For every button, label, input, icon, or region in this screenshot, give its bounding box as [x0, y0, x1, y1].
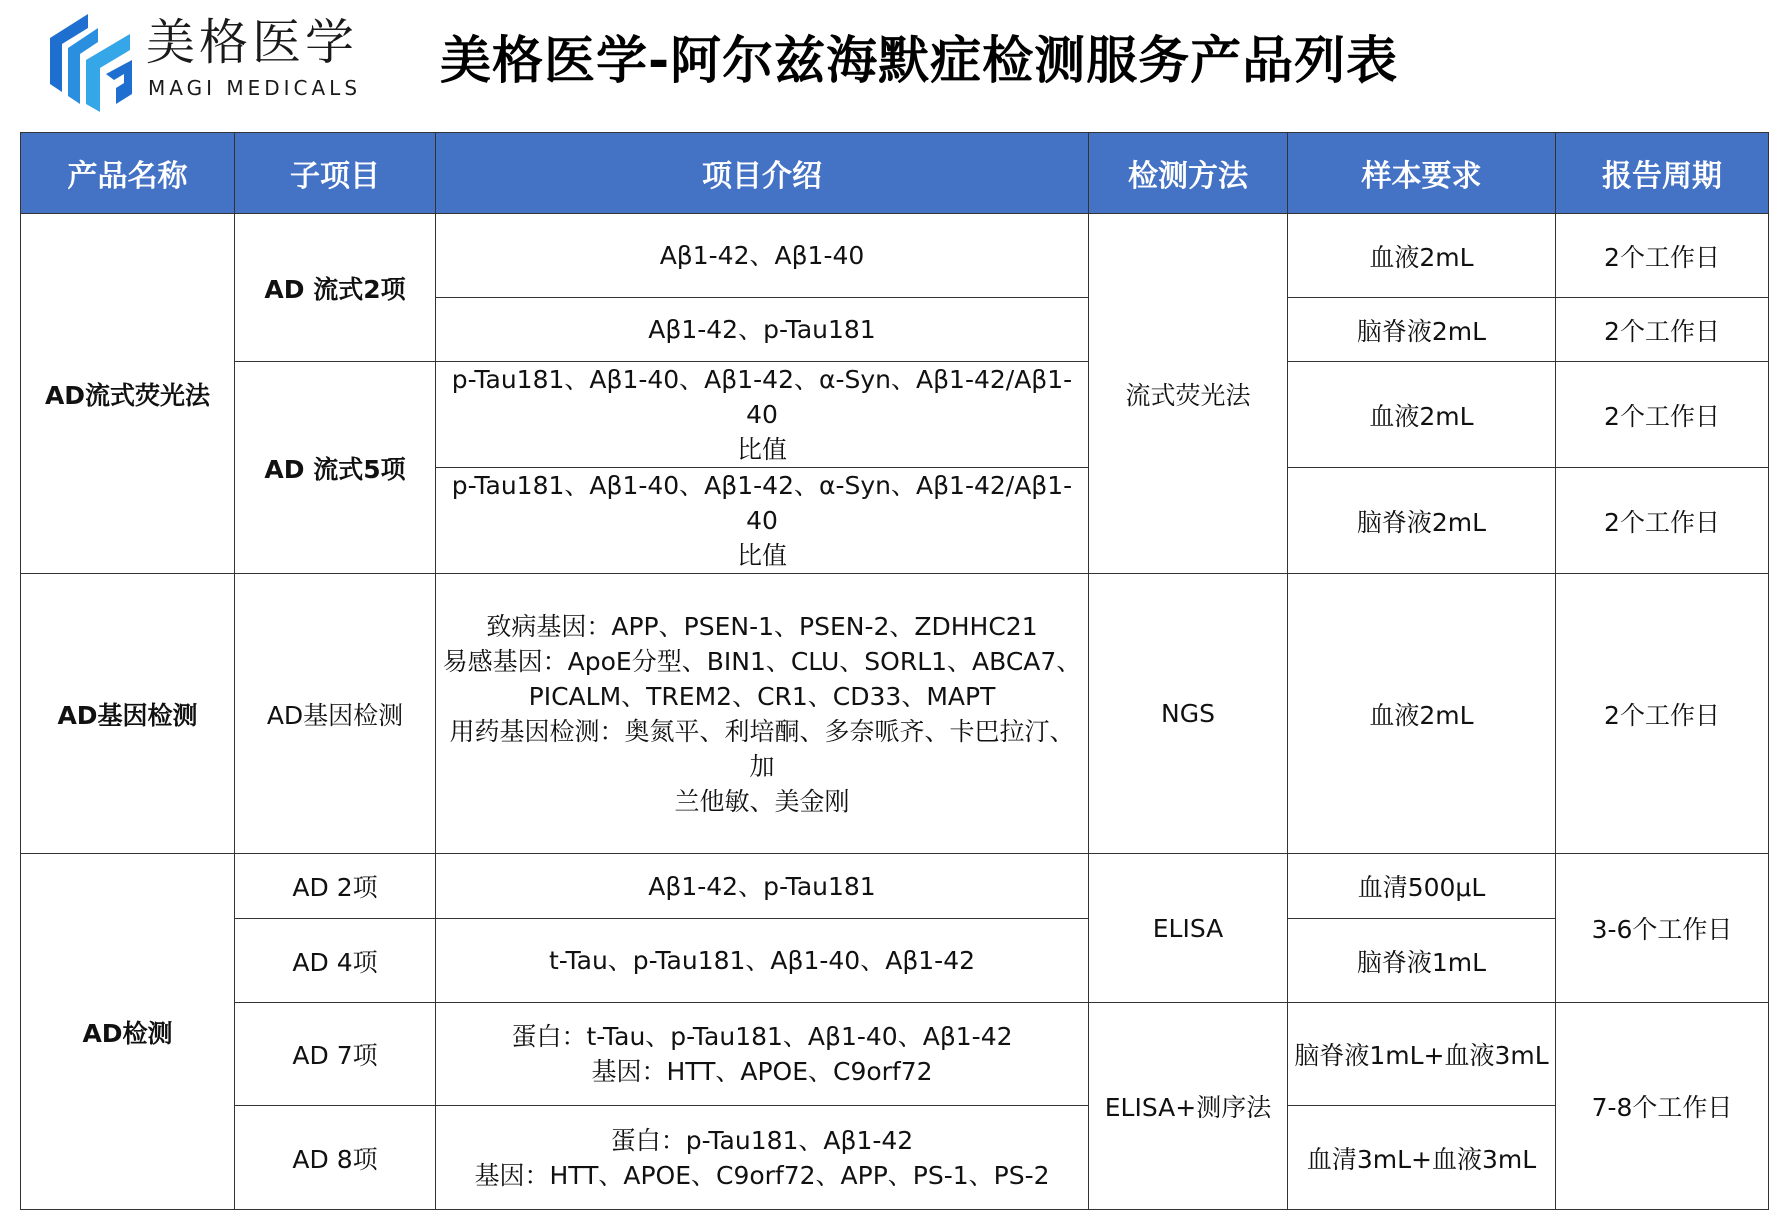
intro-line: 比值	[736, 435, 787, 464]
intro-cell	[436, 1003, 1089, 1106]
sub-item-cell: AD 8项	[235, 1106, 436, 1210]
intro-line: 致病基因：APP、PSEN-1、PSEN-2、ZDHHC21	[486, 611, 1038, 641]
page-title: 美格医学-阿尔兹海默症检测服务产品列表	[440, 32, 1399, 91]
sample-cell: 脑脊液1mL+血液3mL	[1288, 1003, 1556, 1106]
page-header	[0, 0, 1787, 130]
sub-item-cell: AD基因检测	[235, 574, 436, 854]
intro-line: PICALM、TREM2、CR1、CD33、MAPT	[528, 681, 996, 711]
header-period: 报告周期	[1556, 133, 1769, 214]
header-product-name: 产品名称	[21, 133, 235, 214]
period-cell: 3-6个工作日	[1556, 854, 1769, 1003]
sub-item-cell: AD 流式5项	[235, 362, 436, 574]
intro-line: 兰他敏、美金刚	[674, 786, 850, 816]
method-cell: 流式荧光法	[1089, 214, 1288, 574]
intro-line: 蛋白：t-Tau、p-Tau181、Aβ1-40、Aβ1-42	[511, 1022, 1013, 1051]
product-name-cell: AD流式荧光法	[21, 214, 235, 574]
sub-item-cell: AD 2项	[235, 854, 436, 919]
intro-line: Aβ1-42、p-Tau181	[648, 871, 876, 901]
intro-line: p-Tau181、Aβ1-40、Aβ1-42、α-Syn、Aβ1-42/Aβ1-40	[451, 471, 1073, 535]
period-cell: 2个工作日	[1556, 214, 1769, 298]
method-cell: ELISA	[1089, 854, 1288, 1003]
brand-name-en: MAGI MEDICALS	[148, 76, 362, 100]
header-method: 检测方法	[1089, 133, 1288, 214]
intro-cell	[436, 854, 1089, 919]
table-row	[21, 854, 1769, 919]
sample-cell: 血液2mL	[1288, 574, 1556, 854]
table-header-row	[21, 133, 1769, 214]
table-row	[21, 1106, 1769, 1210]
table-row	[21, 1003, 1769, 1106]
intro-line: 基因：HTT、APOE、C9orf72	[591, 1057, 933, 1086]
sample-cell: 脑脊液2mL	[1288, 468, 1556, 574]
sample-cell: 血液2mL	[1288, 214, 1556, 298]
sample-cell: 血清500μL	[1288, 854, 1556, 919]
intro-line: p-Tau181、Aβ1-40、Aβ1-42、α-Syn、Aβ1-42/Aβ1-40	[451, 365, 1073, 429]
method-cell: NGS	[1089, 574, 1288, 854]
intro-cell	[436, 468, 1089, 574]
header-sample: 样本要求	[1288, 133, 1556, 214]
intro-cell	[436, 362, 1089, 468]
intro-line: 蛋白：p-Tau181、Aβ1-42	[610, 1125, 914, 1155]
sub-item-cell: AD 流式2项	[235, 214, 436, 362]
table-row	[21, 919, 1769, 1003]
intro-cell	[436, 298, 1089, 362]
period-cell: 2个工作日	[1556, 574, 1769, 854]
period-cell: 2个工作日	[1556, 298, 1769, 362]
sample-cell: 脑脊液2mL	[1288, 298, 1556, 362]
table-row	[21, 574, 1769, 854]
sub-item-cell: AD 4项	[235, 919, 436, 1003]
intro-cell	[436, 214, 1089, 298]
intro-line: 比值	[736, 541, 787, 570]
intro-line: Aβ1-42、Aβ1-40	[659, 241, 865, 270]
sample-cell: 血清3mL+血液3mL	[1288, 1106, 1556, 1210]
intro-line: 基因：HTT、APOE、C9orf72、APP、PS-1、PS-2	[474, 1160, 1050, 1190]
header-sub-item: 子项目	[235, 133, 436, 214]
period-cell: 2个工作日	[1556, 362, 1769, 468]
brand-name-cn: 美格医学	[146, 14, 359, 71]
sub-item-cell: AD 7项	[235, 1003, 436, 1106]
period-cell: 2个工作日	[1556, 468, 1769, 574]
intro-cell	[436, 919, 1089, 1003]
product-name-cell: AD检测	[21, 854, 235, 1210]
header-intro: 项目介绍	[436, 133, 1089, 214]
product-name-cell: AD基因检测	[21, 574, 235, 854]
method-cell: ELISA+测序法	[1089, 1003, 1288, 1210]
intro-cell	[436, 574, 1089, 854]
sample-cell: 脑脊液1mL	[1288, 919, 1556, 1003]
intro-cell	[436, 1106, 1089, 1210]
period-cell: 7-8个工作日	[1556, 1003, 1769, 1210]
intro-line: t-Tau、p-Tau181、Aβ1-40、Aβ1-42	[548, 946, 976, 975]
sample-cell: 血液2mL	[1288, 362, 1556, 468]
product-table	[20, 132, 1769, 1210]
magi-logo-icon	[40, 8, 140, 114]
intro-line: 用药基因检测：奥氮平、利培酮、多奈哌齐、卡巴拉汀、加	[449, 716, 1075, 781]
table-row	[21, 362, 1769, 468]
intro-line: 易感基因：ApoE分型、BIN1、CLU、SORL1、ABCA7、	[442, 646, 1082, 676]
intro-line: Aβ1-42、p-Tau181	[648, 315, 876, 344]
table-row	[21, 214, 1769, 298]
